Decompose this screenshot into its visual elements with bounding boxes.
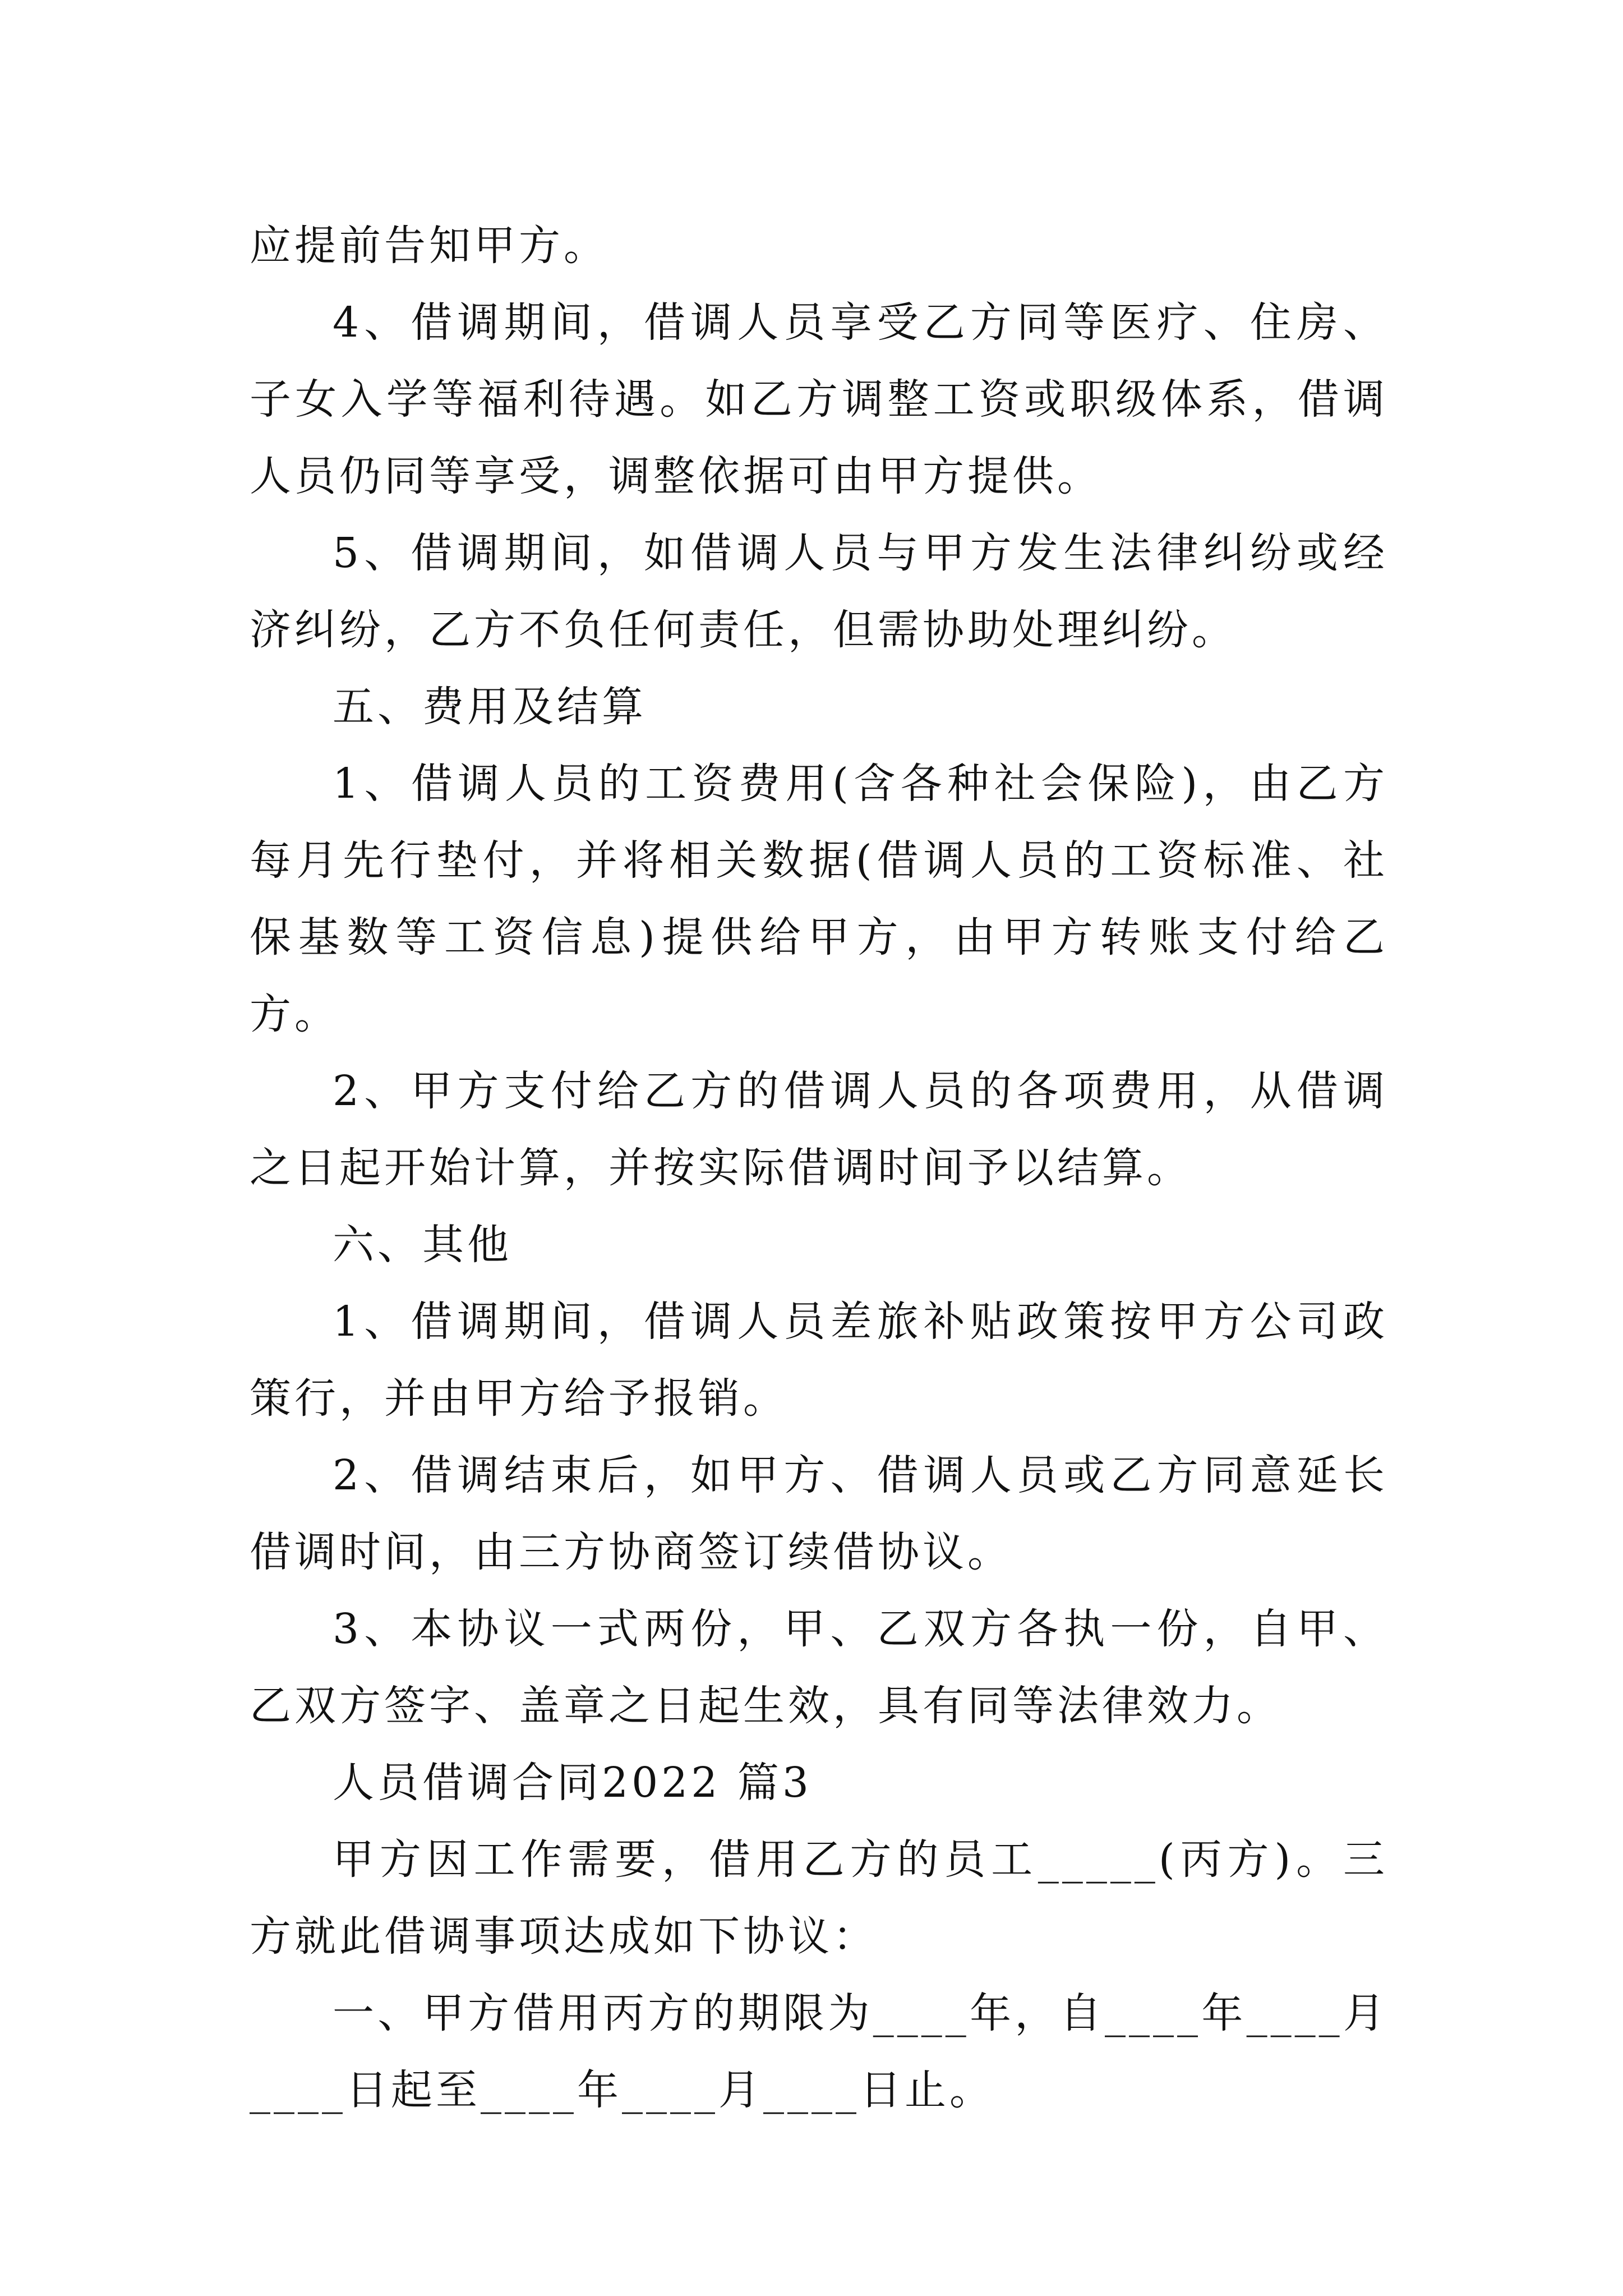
paragraph-6: 2、甲方支付给乙方的借调人员的各项费用，从借调之日起开始计算，并按实际借调时间予以结算。 xyxy=(250,1067,1388,1192)
paragraph-10: 3、本协议一式两份，甲、乙双方各执一份，自甲、乙双方签字、盖章之日起生效，具有同等法律效力。 xyxy=(250,1605,1388,1730)
paragraph-1: 应提前告知甲方。 xyxy=(250,222,608,270)
paragraph-3: 5、借调期间，如借调人员与甲方发生法律纠纷或经济纠纷，乙方不负任何责任，但需协助处理纠纷。 xyxy=(250,529,1388,654)
section-heading-6: 六、其他 xyxy=(333,1221,512,1269)
paragraph-12: 甲方因工作需要，借用乙方的员工_____(丙方)。三方就此借调事项达成如下协议： xyxy=(250,1835,1388,1961)
paragraph-2: 4、借调期间，借调人员享受乙方同等医疗、住房、子女入学等福利待遇。如乙方调整工资或职级体系，借调人员仍同等享受，调整依据可由甲方提供。 xyxy=(250,298,1388,500)
paragraph-9: 2、借调结束后，如甲方、借调人员或乙方同意延长借调时间，由三方协商签订续借协议。 xyxy=(250,1451,1388,1576)
paragraph-8: 1、借调期间，借调人员差旅补贴政策按甲方公司政策行，并由甲方给予报销。 xyxy=(250,1297,1388,1423)
paragraph-13: 一、甲方借用丙方的期限为____年，自____年____月____日起至____年____月____日止。 xyxy=(250,1989,1388,2114)
paragraph-5: 1、借调人员的工资费用(含各种社会保险)，由乙方每月先行垫付，并将相关数据(借调人员的工资标准、社保基数等工资信息)提供给甲方，由甲方转账支付给乙方。 xyxy=(250,760,1388,1038)
document-body xyxy=(250,208,1388,2129)
section-heading-5: 五、费用及结算 xyxy=(333,683,647,731)
contract-title: 人员借调合同2022 篇3 xyxy=(333,1759,812,1807)
